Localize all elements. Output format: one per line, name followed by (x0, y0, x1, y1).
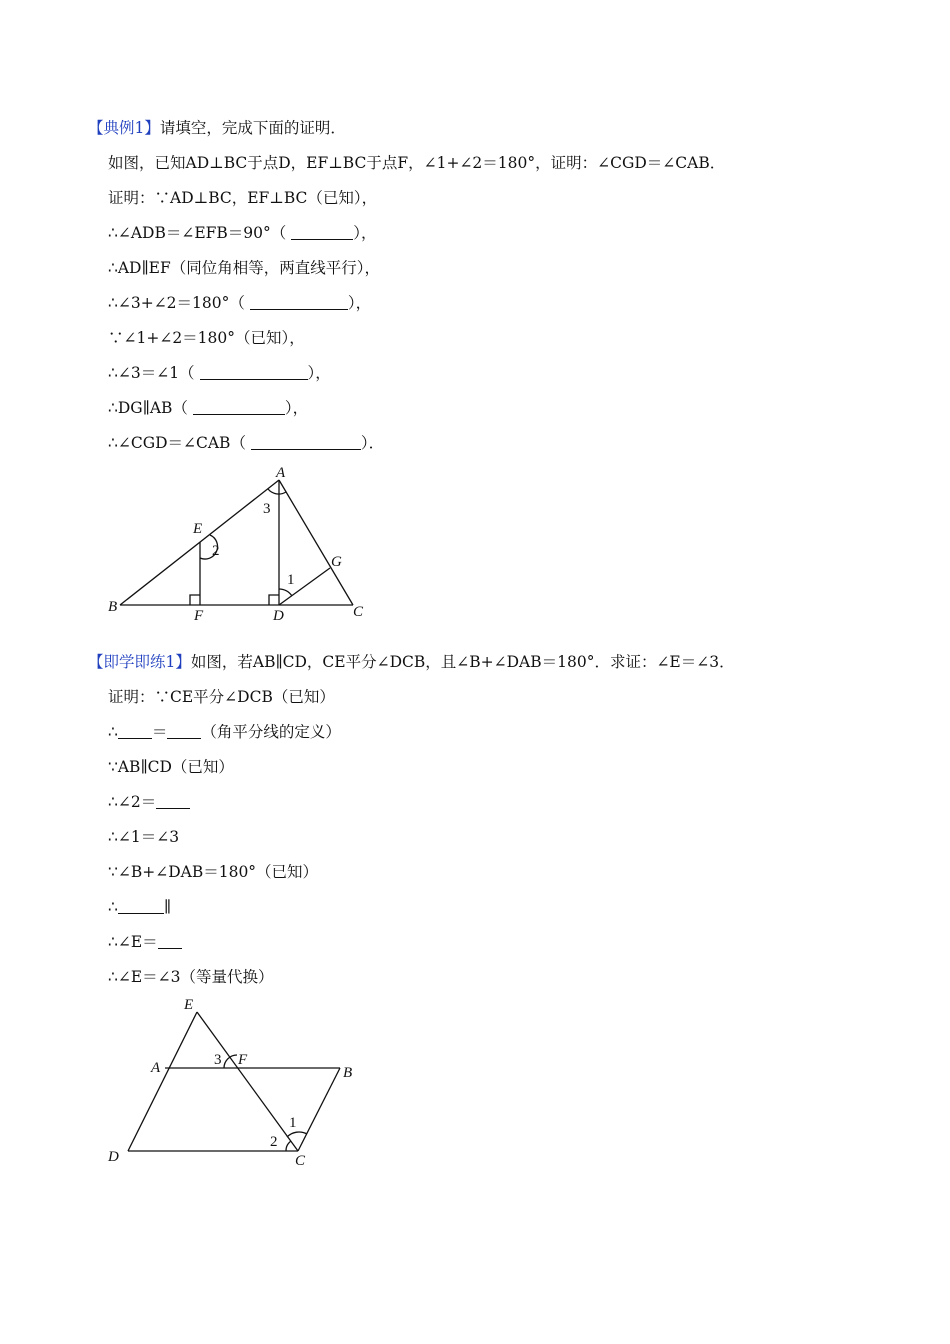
answer-blank[interactable] (251, 433, 361, 450)
example1-heading (88, 118, 346, 138)
label-g: G (331, 554, 342, 570)
segment-de (128, 1012, 197, 1151)
angle-3-arc (268, 489, 286, 494)
proof-step: ∴∠CGD＝∠CAB（ ）． (108, 434, 385, 452)
example1-tag: 【典例1】 (88, 119, 160, 137)
example1-given: 如图，已知AD⊥BC于点D，EF⊥BC于点F，∠1+∠2＝180°，证明：∠CGD＝∠CAB． (108, 154, 726, 172)
proof-step: ∴ ∥ (108, 898, 172, 916)
label-c: C (295, 1153, 306, 1169)
proof-step: ∴∠E＝ (108, 932, 182, 952)
proof-step: ∴∠3+∠2＝180°（ ）， (108, 294, 372, 312)
label-f: F (194, 608, 204, 624)
segment-dg (279, 568, 330, 605)
proof-step: ∵∠B+∠DAB＝180°（已知） (108, 863, 319, 881)
proof-step: 证明：∵AD⊥BC，EF⊥BC（已知）， (108, 189, 378, 207)
answer-blank[interactable] (158, 932, 182, 949)
label-b: B (343, 1065, 353, 1081)
segment-ab (120, 480, 279, 605)
answer-blank[interactable] (250, 293, 348, 310)
answer-blank[interactable] (291, 223, 353, 240)
answer-blank[interactable] (200, 363, 308, 380)
angle-1-arc (279, 589, 292, 596)
label-angle-2: 2 (212, 543, 220, 559)
proof-step: ∵AB∥CD（已知） (108, 758, 234, 776)
proof-step: ∵∠1+∠2＝180°（已知）， (108, 329, 305, 347)
label-a: A (151, 1060, 161, 1076)
proof-step: ∴∠ADB＝∠EFB＝90°（ ）， (108, 224, 377, 242)
proof-step: ∴∠3＝∠1（ ）， (108, 364, 331, 382)
angle-2-arc (286, 1141, 291, 1151)
label-angle-2: 2 (270, 1134, 278, 1150)
answer-blank[interactable] (156, 792, 190, 809)
proof-step: ∴DG∥AB（ ）， (108, 399, 309, 417)
right-angle-f (190, 595, 200, 605)
angle-2-arc (200, 535, 218, 559)
proof-step: 证明：∵CE平分∠DCB（已知） (108, 688, 335, 706)
answer-blank[interactable] (118, 722, 152, 739)
example1-title: 请填空，完成下面的证明． (159, 119, 346, 137)
label-angle-3: 3 (263, 501, 271, 517)
segment-ac (279, 480, 353, 605)
answer-blank[interactable] (167, 722, 201, 739)
label-b: B (108, 599, 118, 615)
label-angle-1: 1 (289, 1115, 297, 1131)
proof-step: ∴ ＝ （角平分线的定义） (108, 723, 341, 741)
segment-bc (298, 1068, 340, 1151)
practice1-heading (88, 652, 735, 672)
proof-step: ∴AD∥EF（同位角相等，两直线平行）， (108, 259, 380, 277)
proof-step: ∴∠1＝∠3 (108, 828, 180, 846)
proof-step: ∴∠E＝∠3（等量代换） (108, 968, 274, 986)
angle-1-arc (287, 1132, 307, 1137)
label-d: D (108, 1149, 119, 1165)
label-angle-3: 3 (214, 1052, 222, 1068)
label-angle-1: 1 (287, 572, 295, 588)
right-angle-d (269, 595, 279, 605)
label-f: F (238, 1052, 248, 1068)
label-c: C (353, 604, 364, 620)
practice1-tag: 【即学即练1】 (88, 653, 191, 671)
label-a: A (276, 465, 286, 481)
answer-blank[interactable] (193, 398, 285, 415)
proof-step: ∴∠2＝ (108, 792, 190, 812)
label-e: E (184, 997, 194, 1013)
label-e: E (193, 521, 203, 537)
label-d: D (273, 608, 284, 624)
angle-3-arc (224, 1055, 237, 1068)
answer-blank[interactable] (118, 897, 164, 914)
segment-ec (197, 1012, 298, 1151)
practice1-title: 如图，若AB∥CD，CE平分∠DCB，且∠B+∠DAB＝180°．求证：∠E＝∠3． (190, 653, 735, 671)
